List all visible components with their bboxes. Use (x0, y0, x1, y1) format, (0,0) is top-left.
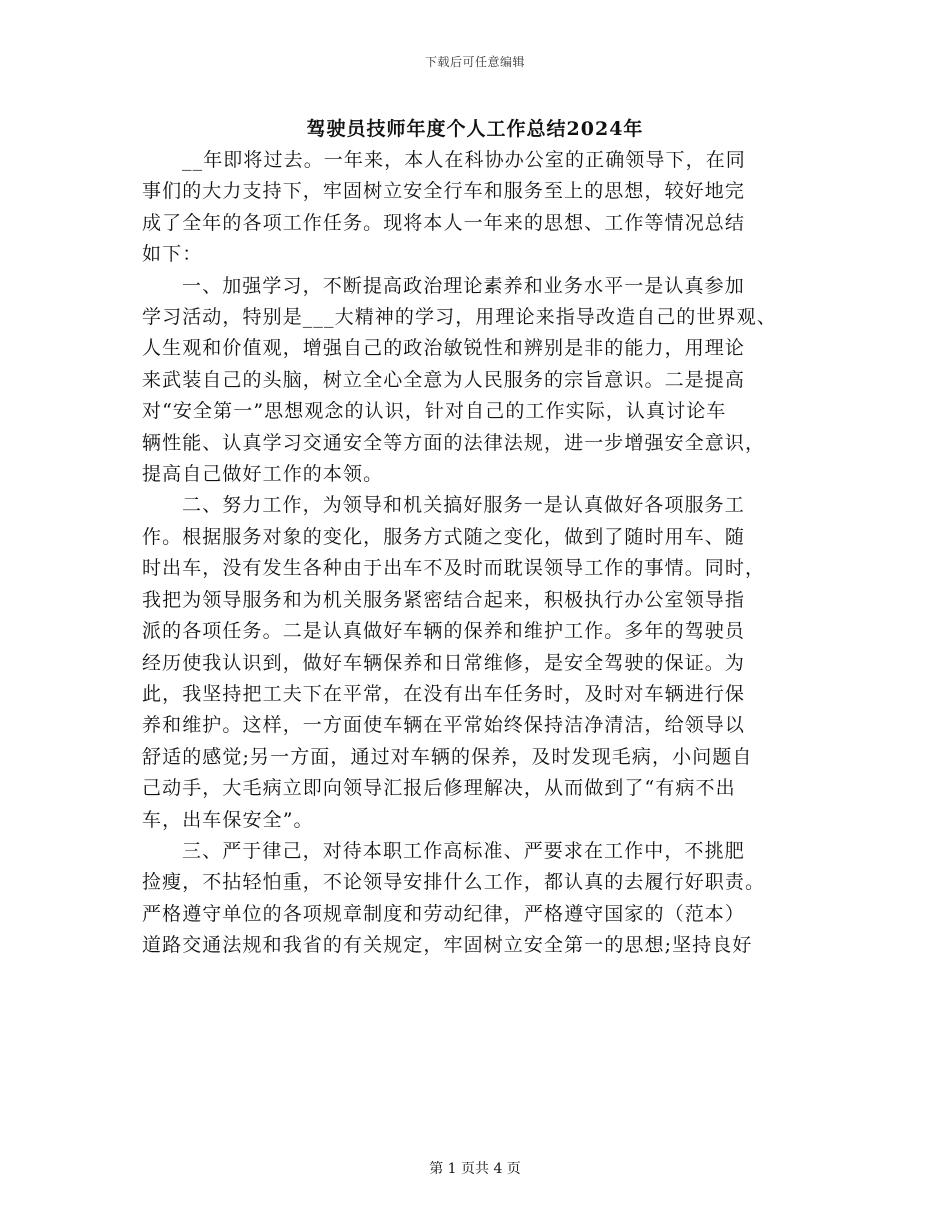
text-line: 学习活动，特别是___大精神的学习，用理论来指导改造自己的世界观、 (142, 306, 777, 329)
text-line: 如下： (142, 243, 203, 266)
text-line: 己动手，大毛病立即向领导汇报后修理解决，从而做到了“有病不出 (142, 777, 736, 800)
page-header: 下载后可任意编辑 (424, 55, 525, 69)
text-line: 养和维护。这样，一方面使车辆在平常始终保持洁净清洁，给领导以 (142, 714, 746, 737)
page-number: 第 1 页共 4 页 (429, 1161, 521, 1177)
text-line: 一、加强学习，不断提高政治理论素养和业务水平一是认真参加 (182, 274, 745, 297)
text-line: 辆性能、认真学习交通安全等方面的法律法规，进一步增强安全意识， (142, 431, 766, 454)
text-line: 提高自己做好工作的本领。 (142, 463, 384, 486)
document-title: 驾驶员技师年度个人工作总结2024年 (306, 118, 644, 140)
text-line: 严格遵守单位的各项规章制度和劳动纪律，严格遵守国家的（范本） (142, 902, 746, 925)
text-line: 车，出车保安全”。 (142, 808, 314, 831)
text-line: 二、努力工作，为领导和机关搞好服务一是认真做好各项服务工 (182, 494, 745, 517)
text-line: 经历使我认识到，做好车辆保养和日常维修，是安全驾驶的保证。为 (142, 651, 746, 674)
paragraph-service (142, 490, 827, 835)
text-line: 我把为领导服务和为机关服务紧密结合起来，积极执行办公室领导指 (142, 588, 746, 611)
text-line: 对“安全第一”思想观念的认识，针对自己的工作实际，认真讨论车 (142, 400, 727, 423)
paragraph-intro (142, 145, 827, 271)
text-line: 事们的大力支持下，牢固树立安全行车和服务至上的思想，较好地完 (142, 180, 746, 203)
text-line: 三、严于律己，对待本职工作高标准、严要求在工作中，不挑肥 (182, 839, 745, 862)
text-line: 来武装自己的头脑，树立全心全意为人民服务的宗旨意识。二是提高 (142, 368, 746, 391)
text-line: __年即将过去。一年来，本人在科协办公室的正确领导下，在同 (182, 149, 746, 171)
text-line: 成了全年的各项工作任务。现将本人一年来的思想、工作等情况总结 (142, 211, 746, 234)
document-body (142, 145, 827, 962)
text-line: 捡瘦，不拈轻怕重，不论领导安排什么工作，都认真的去履行好职责。 (142, 871, 766, 894)
text-line: 作。根据服务对象的变化，服务方式随之变化，做到了随时用车、随 (142, 525, 746, 548)
text-line: 派的各项任务。二是认真做好车辆的保养和维护工作。多年的驾驶员 (142, 620, 746, 643)
text-line: 时出车，没有发生各种由于出车不及时而耽误领导工作的事情。同时， (142, 557, 766, 580)
text-line: 舒适的感觉;另一方面，通过对车辆的保养，及时发现毛病，小问题自 (142, 745, 753, 768)
text-line: 道路交通法规和我省的有关规定，牢固树立安全第一的思想;坚持良好 (142, 934, 753, 957)
paragraph-discipline (142, 836, 827, 962)
paragraph-study (142, 271, 827, 491)
text-line: 此，我坚持把工夫下在平常，在没有出车任务时，及时对车辆进行保 (142, 682, 746, 705)
text-line: 人生观和价值观，增强自己的政治敏锐性和辨别是非的能力，用理论 (142, 337, 746, 360)
